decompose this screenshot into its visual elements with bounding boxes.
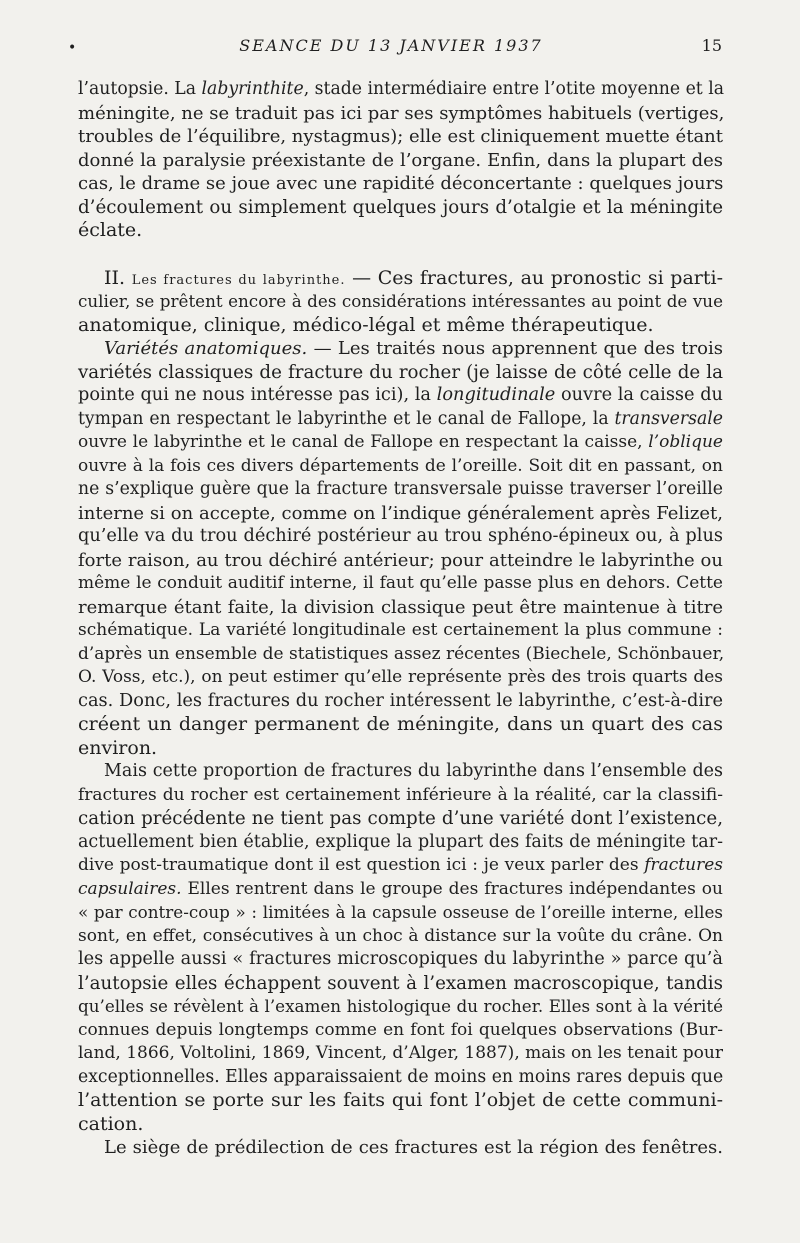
text-line: créent un danger permanent de méningite, dans un quart des cas xyxy=(78,713,723,735)
text-line: sont, en effet, consécutives à un choc à distance sur la voûte du crâne. On xyxy=(78,925,723,946)
text-line: éclate. xyxy=(78,219,143,241)
text-line: cation précédente ne tient pas compte d’une variété dont l’existence, xyxy=(78,808,723,829)
text-line: fractures du rocher est certainement inférieure à la réalité, car la classifi- xyxy=(78,784,723,805)
text-line: l’autopsie. La labyrinthite, stade intermédiaire entre l’otite moyenne et la xyxy=(78,79,725,99)
text-line: Le siège de prédilection de ces fractures est la région des fenêtres. xyxy=(104,1137,723,1158)
text-line: qu’elles se révèlent à l’examen histologique du rocher. Elles sont à la vérité xyxy=(78,996,723,1016)
text-line: remarque étant faite, la division classique peut être maintenue à titre xyxy=(78,596,723,618)
text-line: cation. xyxy=(78,1112,144,1135)
text-line: ouvre le labyrinthe et le canal de Fallope en respectant la caisse, l’oblique xyxy=(78,432,723,452)
text-line: variétés classiques de fracture du rocher (je laisse de côté celle de la xyxy=(78,361,723,383)
text-line: cas. Donc, les fractures du rocher intéressent le labyrinthe, c’est-à-dire xyxy=(78,690,723,711)
text-line: troubles de l’équilibre, nystagmus); elle est cliniquement muette étant xyxy=(78,126,723,147)
text-line: connues depuis longtemps comme en font foi quelques observations (Bur- xyxy=(78,1019,723,1040)
text-line: d’après un ensemble de statistiques assez récentes (Biechele, Schönbauer, xyxy=(78,643,725,664)
text-line: ouvre à la fois ces divers départements de l’oreille. Soit dit en passant, on xyxy=(78,455,723,476)
text-line: « par contre-coup » : limitées à la capsule osseuse de l’oreille interne, elles xyxy=(78,902,723,922)
header-bullet: • xyxy=(68,40,77,56)
text-line: Mais cette proportion de fractures du labyrinthe dans l’ensemble des xyxy=(104,761,723,781)
text-line: ne s’explique guère que la fracture transversale puisse traverser l’oreille xyxy=(78,479,723,499)
text-line: l’attention se porte sur les faits qui font l’objet de cette communi- xyxy=(78,1089,723,1111)
text-line: qu’elle va du trou déchiré postérieur au trou sphéno-épineux ou, à plus xyxy=(78,526,723,546)
section-gap xyxy=(78,243,723,267)
text-line: dive post-traumatique dont il est question ici : je veux parler des fractures xyxy=(78,855,723,875)
text-line: les appelle aussi « fractures microscopiques du labyrinthe » parce qu’à xyxy=(78,949,723,969)
page-number: 15 xyxy=(701,36,722,55)
body-text xyxy=(78,78,723,1160)
text-line: anatomique, clinique, médico-légal et même thérapeutique. xyxy=(78,313,654,336)
section-heading-line xyxy=(78,267,723,291)
section-heading-rest: — Ces fractures, au pronostic si parti- xyxy=(352,266,723,289)
text-line: O. Voss, etc.), on peut estimer qu’elle représente près des trois quarts des xyxy=(78,667,723,687)
text-line: exceptionnelles. Elles apparaissaient de moins en moins rares depuis que xyxy=(78,1066,724,1087)
text-line: actuellement bien établie, explique la plupart des faits de méningite tar- xyxy=(78,831,723,852)
text-line: environ. xyxy=(78,736,158,759)
section-number: II. xyxy=(104,266,126,289)
text-line: Variétés anatomiques. — Les traités nous apprennent que des trois xyxy=(104,338,723,359)
text-line: tympan en respectant le labyrinthe et le canal de Fallope, la transversale xyxy=(78,408,723,429)
text-line: cas, le drame se joue avec une rapidité déconcertante : quelques jours xyxy=(78,173,724,194)
running-title: SEANCE DU 13 JANVIER 1937 xyxy=(239,36,543,55)
text-line: d’écoulement ou simplement quelques jours d’otalgie et la méningite xyxy=(78,196,723,218)
text-line: même le conduit auditif interne, il faut qu’elle passe plus en dehors. Cette xyxy=(78,573,723,593)
paragraph-3 xyxy=(78,337,723,760)
paragraph-5 xyxy=(78,1136,723,1160)
paragraph-1 xyxy=(78,78,723,243)
text-line: culier, se prêtent encore à des considérations intéressantes au point de vue xyxy=(78,291,723,311)
section-title: Les fractures du labyrinthe. xyxy=(131,272,346,288)
paragraph-4 xyxy=(78,760,723,1136)
text-line: pointe qui ne nous intéresse pas ici), la longitudinale ouvre la caisse du xyxy=(78,385,723,405)
text-line: schématique. La variété longitudinale est certainement la plus commune : xyxy=(78,620,723,640)
paragraph-2 xyxy=(78,267,723,338)
text-line: forte raison, au trou déchiré antérieur; pour atteindre le labyrinthe ou xyxy=(78,549,723,571)
text-line: l’autopsie elles échappent souvent à l’examen macroscopique, tandis xyxy=(78,972,723,994)
text-line: capsulaires. Elles rentrent dans le groupe des fractures indépendantes ou xyxy=(78,878,723,899)
text-line: land, 1866, Voltolini, 1869, Vincent, d’Alger, 1887), mais on les tenait pour xyxy=(78,1043,723,1063)
page-header xyxy=(60,36,722,60)
text-line: méningite, ne se traduit pas ici par ses symptômes habituels (vertiges, xyxy=(78,102,725,124)
text-line: interne si on accepte, comme on l’indique généralement après Felizet, xyxy=(78,502,723,524)
text-line: donné la paralysie préexistante de l’organe. Enfin, dans la plupart des xyxy=(78,149,723,171)
